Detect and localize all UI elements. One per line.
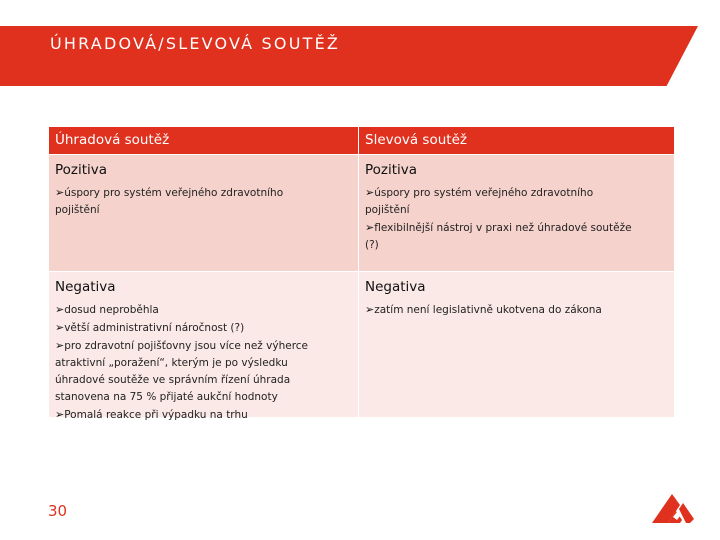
cell-title: Negativa (365, 279, 426, 295)
cell-title: Pozitiva (365, 162, 418, 178)
list-item: ➢Pomalá reakce při výpadku na trhu (55, 408, 248, 421)
arrow-bullet-icon: ➢ (55, 186, 65, 199)
company-logo-icon (650, 493, 694, 523)
cell-positives-slevova (359, 154, 674, 271)
list-item: ➢úspory pro systém veřejného zdravotního pojištění (365, 186, 594, 216)
arrow-bullet-icon: ➢ (55, 321, 65, 334)
page-number: 30 (48, 502, 68, 520)
list-item: ➢větší administrativní náročnost (?) (55, 321, 245, 334)
arrow-bullet-icon: ➢ (55, 408, 65, 421)
list-item: ➢pro zdravotní pojišťovny jsou více než výherce atraktivní „poražení“, kterým je po výsledku úhradové soutěže ve správním řízení úhrada stanovena na 75 % přijaté aukční hodnoty (55, 339, 309, 403)
column-header-uhradova: Úhradová soutěž (49, 127, 359, 154)
column-header-slevova: Slevová soutěž (359, 127, 674, 154)
arrow-bullet-icon: ➢ (55, 339, 65, 352)
list-item: ➢úspory pro systém veřejného zdravotního pojištění (55, 186, 284, 216)
cell-negatives-slevova (359, 271, 674, 417)
arrow-bullet-icon: ➢ (365, 303, 375, 316)
list-item: ➢dosud neproběhla (55, 303, 159, 316)
list-item: ➢flexibilnější nástroj v praxi než úhradové soutěže (?) (365, 221, 632, 251)
cell-negatives-uhradova (49, 271, 359, 421)
cell-positives-uhradova (49, 154, 359, 271)
arrow-bullet-icon: ➢ (55, 303, 65, 316)
arrow-bullet-icon: ➢ (365, 221, 375, 234)
cell-title: Negativa (55, 279, 116, 295)
comparison-table (49, 127, 674, 421)
cell-title: Pozitiva (55, 162, 108, 178)
arrow-bullet-icon: ➢ (365, 186, 375, 199)
list-item: ➢zatím není legislativně ukotvena do zákona (365, 303, 602, 316)
page-title: ÚHRADOVÁ/SLEVOVÁ SOUTĚŽ (50, 34, 341, 53)
